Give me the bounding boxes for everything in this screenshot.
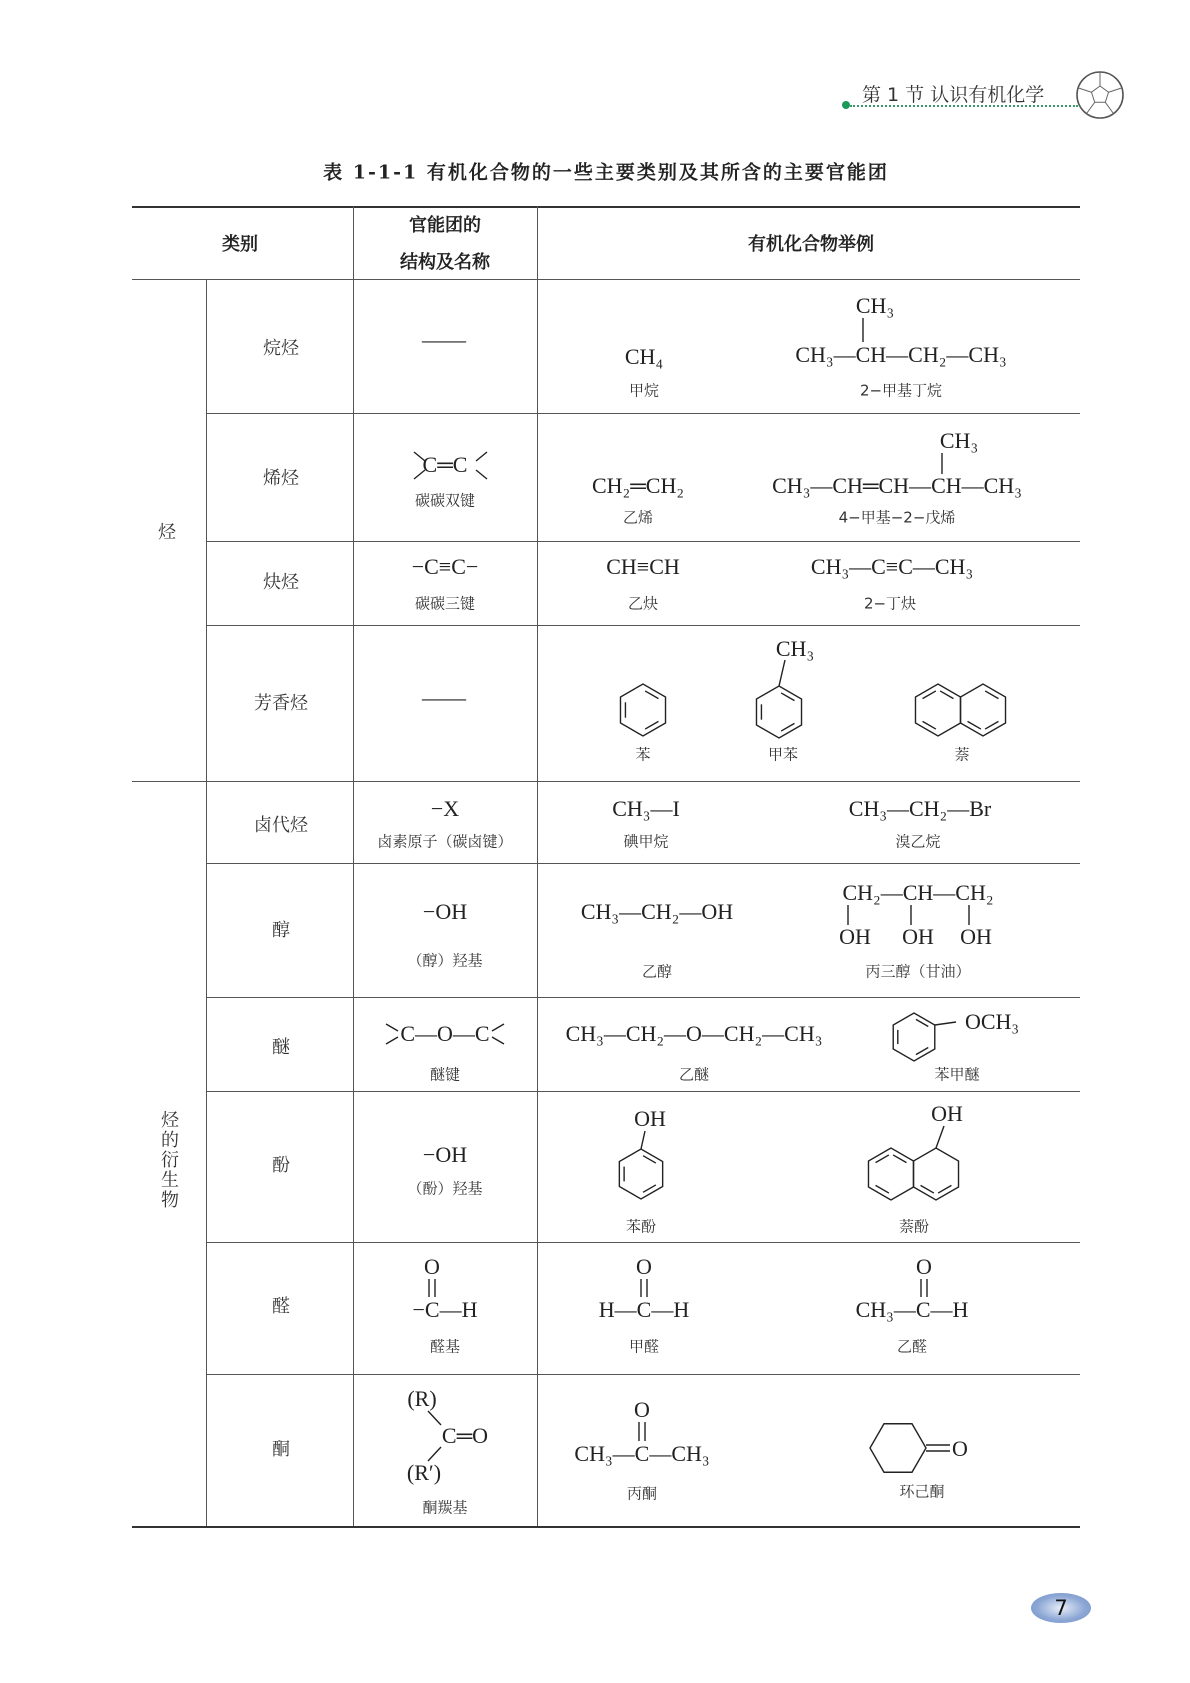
formula-4-methyl-2-pentene: CH₃—CH═CH—CH—CH₃ (772, 473, 1022, 498)
group-double-bond: C═C (422, 452, 468, 477)
page-number: 7 (1031, 1593, 1091, 1623)
name-naphthalene: 萘 (954, 745, 970, 764)
group-name-aldehyde: 醛基 (429, 1337, 461, 1356)
naphthalene-ring-icon (868, 1148, 913, 1200)
formula-2-butyne: CH₃—C≡C—CH₃ (810, 554, 974, 579)
category-ether: 醚 (272, 1037, 290, 1058)
name-4-methyl-2-pentene: 4−甲基−2−戊烯 (838, 508, 956, 527)
name-iodomethane: 碘甲烷 (623, 832, 669, 851)
category-haloalkane: 卤代烃 (254, 815, 308, 836)
substituent-methyl: CH₃ (775, 636, 815, 661)
oxygen-atom: O (636, 1254, 652, 1279)
benzene-ring-icon (893, 1013, 935, 1061)
bond-line (779, 660, 785, 686)
category-aldehyde: 醛 (272, 1296, 290, 1317)
group-derivatives: 烃的衍生物 (158, 1110, 179, 1210)
group-ether-bond: C—O—C (400, 1021, 490, 1046)
name-benzene: 苯 (635, 745, 651, 764)
group-hydroxyl: −OH (422, 899, 468, 924)
name-acetone: 丙酮 (626, 1484, 658, 1503)
formula-ethene: CH₂═CH₂ (591, 473, 685, 498)
category-phenol: 酚 (272, 1155, 290, 1176)
bond-line (414, 470, 425, 479)
category-alkyne: 炔烃 (263, 572, 299, 593)
name-naphthol: 萘酚 (898, 1217, 930, 1236)
substituent-hydroxyl: OH (931, 1101, 963, 1126)
formula-2-methylbutane: CH₃—CH—CH₂—CH₃ (795, 342, 1007, 367)
group-none: —— (422, 327, 466, 352)
formula-acetaldehyde: CH₃—C—H (855, 1297, 969, 1322)
formula-iodomethane: CH₃—I (612, 796, 680, 821)
benzene-ring-icon (756, 686, 801, 738)
name-diethyl-ether: 乙醚 (678, 1065, 710, 1084)
bond-line (476, 470, 487, 479)
formula-ethyne: CH≡CH (606, 554, 680, 579)
name-glycerol: 丙三醇（甘油） (865, 962, 971, 981)
name-cyclohexanone: 环己酮 (899, 1482, 945, 1501)
group-halogen: −X (430, 796, 460, 821)
naphthalene-ring-icon (915, 684, 960, 736)
name-toluene: 甲苯 (767, 745, 799, 764)
name-2-methylbutane: 2−甲基丁烷 (859, 381, 943, 400)
bond-line (386, 1024, 398, 1031)
group-aldehyde: −C—H (412, 1297, 478, 1322)
name-2-butyne: 2−丁炔 (863, 594, 917, 613)
formula-methane: CH₄ (624, 344, 664, 369)
bond-line (414, 452, 425, 461)
substituent-methoxy: OCH₃ (964, 1009, 1020, 1034)
group-oxygen: O (424, 1254, 440, 1279)
formula-diethyl-ether: CH₃—CH₂—O—CH₂—CH₃ (565, 1021, 823, 1046)
formula-acetone: CH₃—C—CH₃ (574, 1441, 710, 1466)
name-phenol: 苯酚 (625, 1217, 657, 1236)
group-name-carbonyl: 酮羰基 (422, 1498, 468, 1517)
group-name-hydroxyl: （醇）羟基 (407, 951, 483, 970)
oxygen-atom: O (634, 1397, 650, 1422)
header-category: 类别 (222, 234, 258, 255)
glycerol-oh: OH (839, 924, 871, 949)
formula-glycerol: CH₂—CH—CH₂ (842, 880, 994, 905)
header-examples: 有机化合物举例 (748, 234, 874, 255)
group-r2: (R′) (406, 1460, 442, 1485)
bond-line (476, 452, 487, 461)
category-ketone: 酮 (272, 1439, 290, 1460)
bond-line (492, 1037, 504, 1044)
header-group-line2: 结构及名称 (400, 252, 490, 273)
name-ethene: 乙烯 (622, 508, 654, 527)
bond-line (935, 1022, 956, 1025)
glycerol-oh: OH (960, 924, 992, 949)
table-title: 表 1-1-1 有机化合物的一些主要类别及其所含的主要官能团 (323, 161, 889, 184)
category-alkane: 烷烃 (263, 338, 299, 359)
benzene-ring-icon (619, 1149, 662, 1199)
oxygen-atom: O (916, 1254, 932, 1279)
group-name-double-bond: 碳碳双键 (414, 491, 476, 510)
naphthalene-ring-icon (960, 684, 1005, 736)
group-hydrocarbon: 烃 (158, 522, 176, 543)
group-name-triple-bond: 碳碳三键 (414, 594, 476, 613)
name-ethanol: 乙醇 (641, 962, 673, 981)
substituent-hydroxyl: OH (634, 1106, 666, 1131)
name-acetaldehyde: 乙醛 (896, 1337, 928, 1356)
formula-formaldehyde: H—C—H (598, 1297, 690, 1322)
group-name-halogen: 卤素原子（碳卤键） (377, 832, 513, 851)
formula-ethanol: CH₃—CH₂—OH (580, 899, 734, 924)
benzene-ring-icon (620, 684, 665, 736)
group-none: —— (422, 685, 466, 710)
group-hydroxyl: −OH (422, 1142, 468, 1167)
name-bromoethane: 溴乙烷 (895, 832, 941, 851)
substituent-methyl: CH₃ (855, 293, 895, 318)
bond-line (641, 1131, 645, 1149)
bond-line (428, 1411, 441, 1425)
group-triple-bond: −C≡C− (411, 554, 479, 579)
naphthalene-ring-icon (913, 1148, 958, 1200)
name-anisole: 苯甲醚 (934, 1065, 980, 1084)
bond-line (428, 1447, 441, 1461)
header-group-line1: 官能团的 (409, 215, 481, 236)
formula-bromoethane: CH₃—CH₂—Br (848, 796, 992, 821)
category-aromatic: 芳香烃 (254, 693, 308, 714)
fullerene-icon (1077, 72, 1123, 118)
group-carbonyl: C═O (441, 1423, 489, 1448)
group-r1: (R) (407, 1386, 437, 1411)
glycerol-oh: OH (902, 924, 934, 949)
cyclohexane-ring-icon (870, 1424, 926, 1472)
section-heading: 第 1 节 认识有机化学 (862, 84, 1045, 106)
category-alkene: 烯烃 (263, 468, 299, 489)
bond-line (492, 1024, 504, 1031)
oxygen-atom: O (952, 1436, 968, 1461)
group-name-ether-bond: 醚键 (429, 1065, 461, 1084)
name-ethyne: 乙炔 (627, 594, 659, 613)
bond-line (936, 1126, 944, 1148)
bond-line (386, 1037, 398, 1044)
name-methane: 甲烷 (628, 381, 660, 400)
name-formaldehyde: 甲醛 (628, 1337, 660, 1356)
group-name-hydroxyl: （酚）羟基 (407, 1179, 483, 1198)
substituent-methyl: CH₃ (939, 428, 979, 453)
category-alcohol: 醇 (272, 920, 290, 941)
